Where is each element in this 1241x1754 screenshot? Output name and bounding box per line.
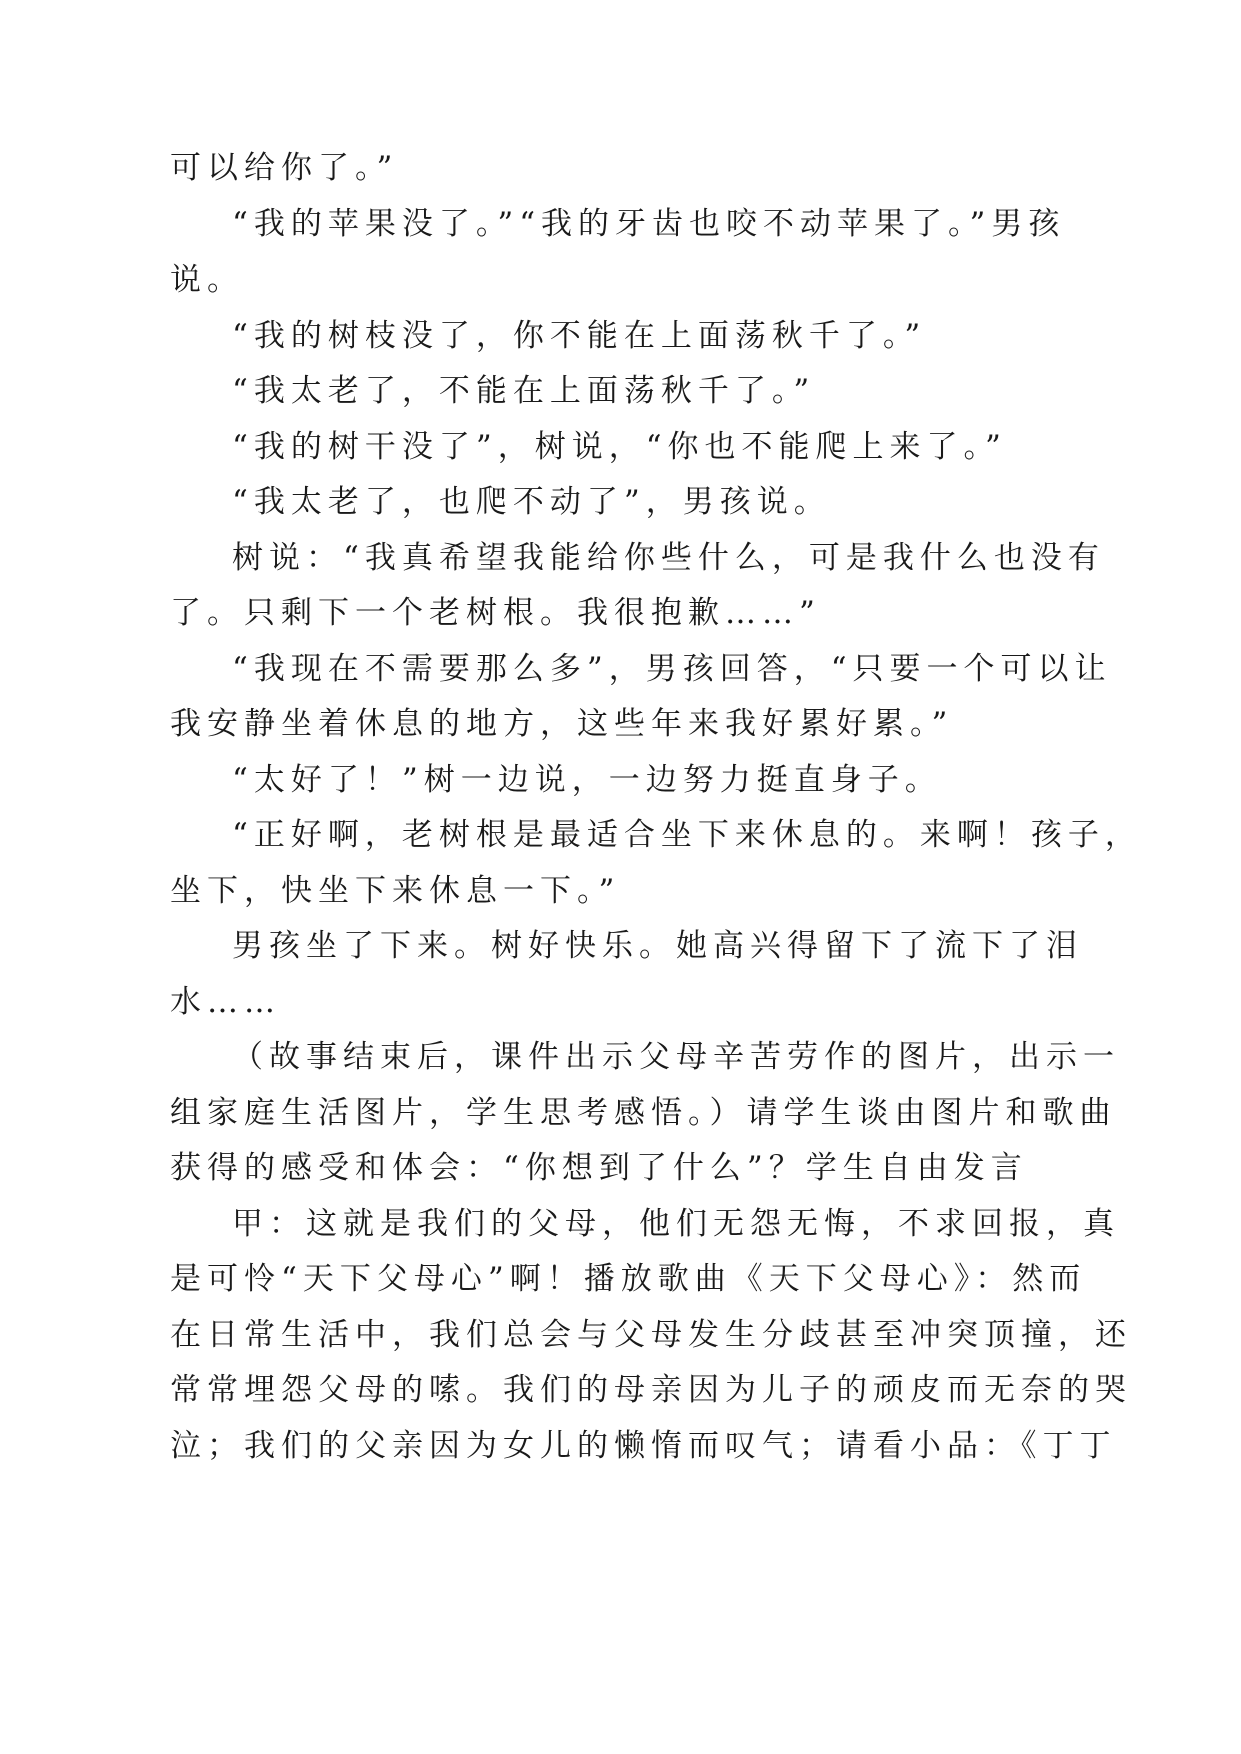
text-line: 我安静坐着休息的地方，这些年来我好累好累。” — [170, 706, 954, 742]
text-line: “太好了！”树一边说，一边努力挺直身子。 — [232, 762, 942, 798]
text-line: 树说：“我真希望我能给你些什么，可是我什么也没有 — [232, 540, 1105, 576]
text-line: 甲：这就是我们的父母，他们无怨无悔，不求回报，真 — [232, 1206, 1120, 1242]
text-line: 在日常生活中，我们总会与父母发生分歧甚至冲突顶撞，还 — [170, 1317, 1132, 1353]
text-line: 获得的感受和体会：“你想到了什么”？学生自由发言 — [170, 1150, 1028, 1186]
text-line: “我太老了，不能在上面荡秋千了。” — [232, 373, 816, 409]
text-line: “我现在不需要那么多”，男孩回答，“只要一个可以让 — [232, 651, 1112, 687]
text-line: 常常埋怨父母的嗦。我们的母亲因为儿子的顽皮而无奈的哭 — [170, 1372, 1132, 1408]
text-line: 水…… — [170, 984, 281, 1020]
text-line: 说。 — [170, 262, 244, 298]
text-line: （故事结束后，课件出示父母辛苦劳作的图片，出示一 — [232, 1039, 1120, 1075]
text-line: 泣；我们的父亲因为女儿的懒惰而叹气；请看小品：《丁丁 — [170, 1428, 1117, 1464]
text-line: 了。只剩下一个老树根。我很抱歉……” — [170, 595, 821, 631]
text-line: 可以给你了。” — [170, 150, 399, 186]
text-line: 是可怜“天下父母心”啊！播放歌曲《天下父母心》：然而 — [170, 1261, 1087, 1297]
text-line: “我的树干没了”，树说，“你也不能爬上来了。” — [232, 429, 1007, 465]
text-line: “我的树枝没了，你不能在上面荡秋千了。” — [232, 318, 927, 354]
text-line: “正好啊，老树根是最适合坐下来休息的。来啊！孩子， — [232, 817, 1142, 853]
text-line: “我太老了，也爬不动了”，男孩说。 — [232, 484, 831, 520]
text-line: 组家庭生活图片，学生思考感悟。）请学生谈由图片和歌曲 — [170, 1095, 1117, 1131]
text-line: 男孩坐了下来。树好快乐。她高兴得留下了流下了泪 — [232, 928, 1083, 964]
text-line: “我的苹果没了。”“我的牙齿也咬不动苹果了。”男孩 — [232, 206, 1066, 242]
text-line: 坐下，快坐下来休息一下。” — [170, 873, 621, 909]
